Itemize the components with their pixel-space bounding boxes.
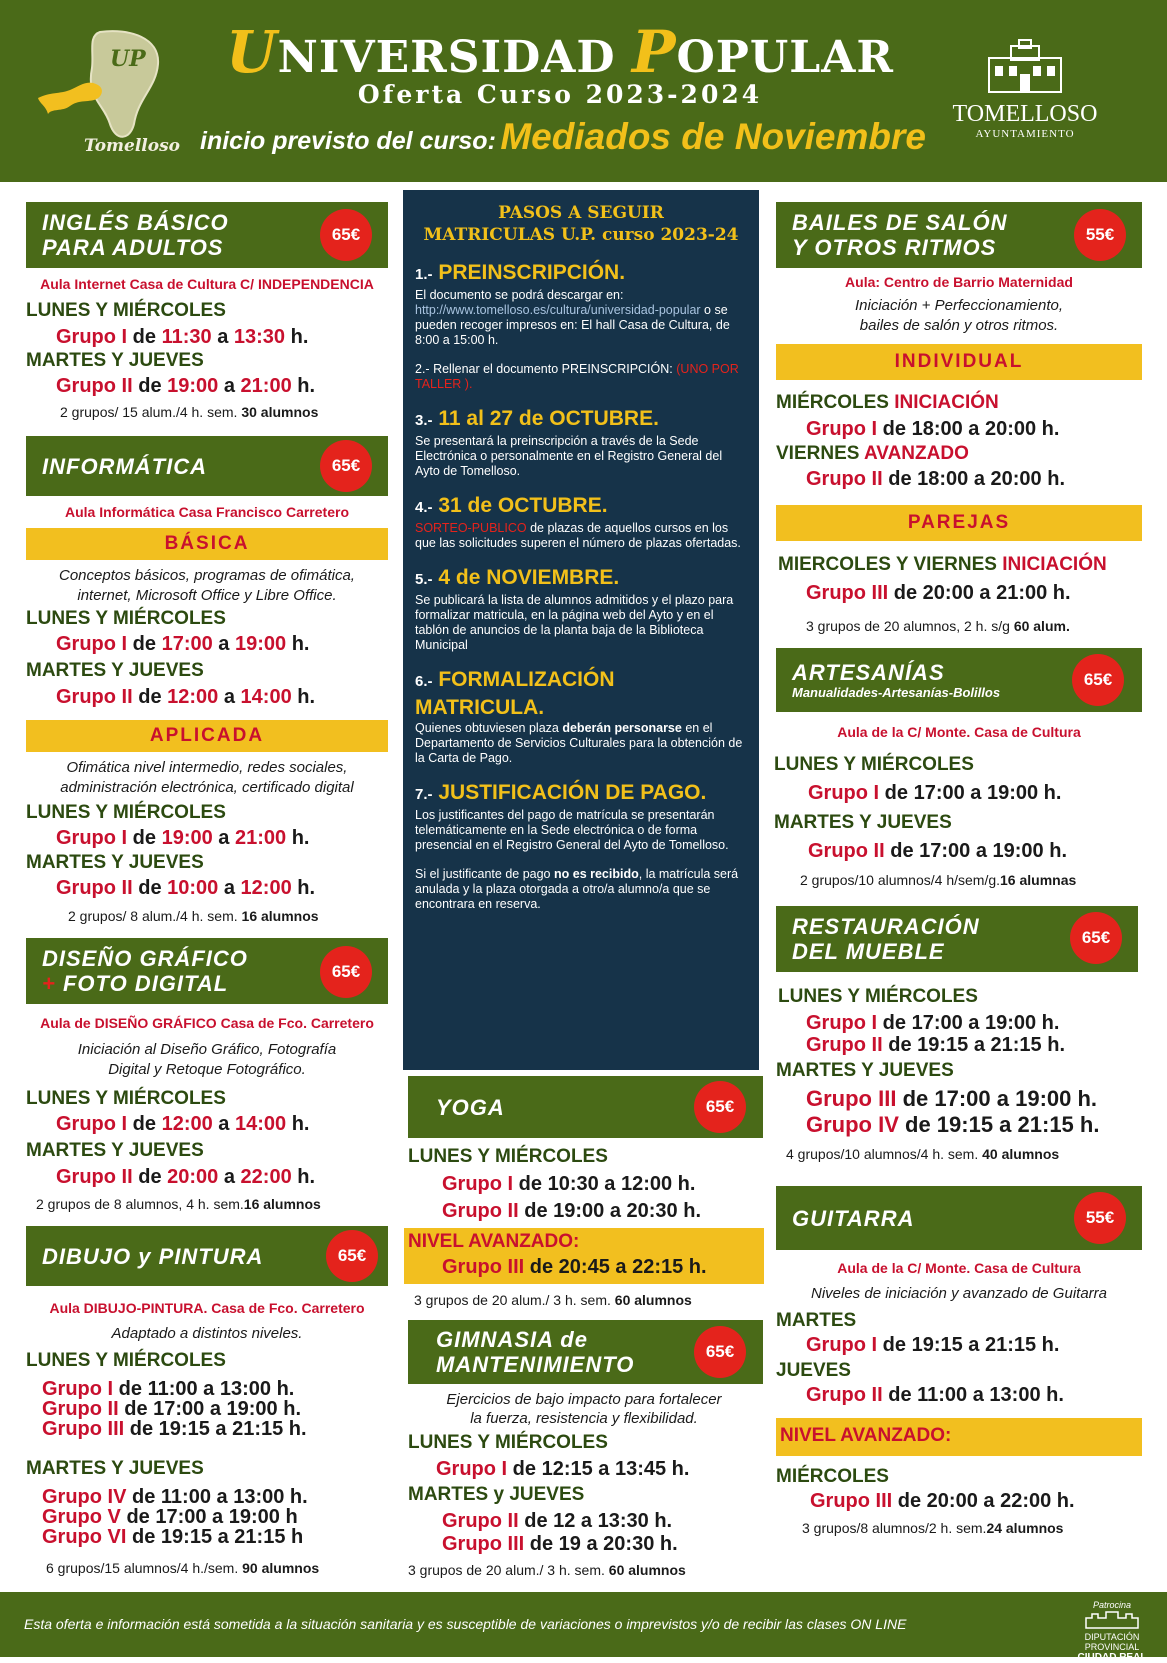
step-7: 7.- JUSTIFICACIÓN DE PAGO. Los justificantes del pago de matrícula se presentarán telemáticamente en la Sede electrónica o de forma presencial en el Registro General del Ayto de Tomelloso. bbox=[415, 781, 729, 852]
summary-gimnasia: 3 grupos de 20 alum./ 3 h. sem. 60 alumnos bbox=[408, 1562, 686, 1578]
days-diseno-2: MARTES Y JUEVES bbox=[26, 1140, 204, 1161]
desc-aplicada-1: Ofimática nivel intermedio, redes sociales, bbox=[66, 759, 348, 776]
days-guitarra-2: JUEVES bbox=[776, 1360, 851, 1381]
summary-yoga: 3 grupos de 20 alum./ 3 h. sem. 60 alumnos bbox=[414, 1292, 692, 1308]
summary-ingles: 2 grupos/ 15 alum./4 h. sem. 30 alumnos bbox=[60, 404, 319, 420]
steps-title-1: PASOS A SEGUIR bbox=[498, 203, 664, 223]
group-restauracion-2: Grupo II de 19:15 a 21:15 h. bbox=[806, 1034, 1066, 1056]
restauracion-title-2: DEL MUEBLE bbox=[792, 939, 945, 964]
title-letter-u: U bbox=[226, 18, 278, 86]
summary-guitarra: 3 grupos/8 alumnos/2 h. sem.24 alumnos bbox=[802, 1520, 1064, 1536]
gimnasia-title-2: MANTENIMIENTO bbox=[436, 1352, 635, 1377]
step-3: 3.- 11 al 27 de OCTUBRE. Se presentará la preinscripción a través de la Sede Electrónica o personalmente en el Registro General del Ayto de Tomelloso. bbox=[415, 407, 723, 478]
group-gimnasia-2: Grupo II de 12 a 13:30 h. bbox=[442, 1510, 673, 1532]
group-diseno-1: Grupo I de 12:00 a 14:00 h. bbox=[56, 1113, 310, 1135]
summary-dibujo: 6 grupos/15 alumnos/4 h./sem. 90 alumnos bbox=[46, 1560, 320, 1576]
dibujo-title: DIBUJO y PINTURA bbox=[42, 1243, 264, 1269]
days-bailes-1: MIÉRCOLES INICIACIÓN bbox=[776, 392, 999, 413]
title-letter-p: P bbox=[631, 18, 677, 86]
group-bailes-3: Grupo III de 20:00 a 21:00 h. bbox=[806, 582, 1071, 604]
guitarra-advanced-bar: NIVEL AVANZADO: bbox=[776, 1418, 1142, 1456]
artesanias-title: ARTESANÍAS bbox=[792, 659, 945, 685]
group-gimnasia-3: Grupo III de 19 a 20:30 h. bbox=[442, 1533, 678, 1555]
price-badge-diseno: 65€ bbox=[320, 946, 372, 998]
days-ingles-1: LUNES Y MIÉRCOLES bbox=[26, 300, 226, 321]
page-subtitle: Oferta Curso 2023-2024 bbox=[357, 80, 763, 109]
group-dibujo-2: Grupo II de 17:00 a 19:00 h. bbox=[42, 1398, 302, 1420]
price-badge-dibujo: 65€ bbox=[326, 1230, 378, 1282]
days-dibujo-1: LUNES Y MIÉRCOLES bbox=[26, 1350, 226, 1371]
diputacion-label: DIPUTACIÓN PROVINCIAL bbox=[1084, 1632, 1140, 1652]
days-ingles-2: MARTES Y JUEVES bbox=[26, 350, 204, 371]
days-gimnasia-2: MARTES y JUEVES bbox=[408, 1484, 585, 1505]
days-artesanias-1: LUNES Y MIÉRCOLES bbox=[774, 754, 974, 775]
price-badge-guitarra: 55€ bbox=[1074, 1192, 1126, 1244]
group-yoga-1: Grupo I de 10:30 a 12:00 h. bbox=[442, 1173, 696, 1195]
days-gimnasia-1: LUNES Y MIÉRCOLES bbox=[408, 1432, 608, 1453]
summary-bailes: 3 grupos de 20 alumnos, 2 h. s/g 60 alum. bbox=[806, 618, 1070, 634]
step-1: 1.- PREINSCRIPCIÓN. El documento se podrá descargar en: http://www.tomelloso.es/cultura/universidad-popular o se pueden recoger impresos en: El hall Casa de Cultura, de 8:00 a 15:00 h. bbox=[415, 261, 730, 347]
castle-icon bbox=[1082, 1610, 1142, 1630]
desc-gimnasia-1: Ejercicios de bajo impacto para fortalecer bbox=[446, 1391, 722, 1408]
diseno-title-2: FOTO DIGITAL bbox=[62, 971, 229, 996]
price-badge-bailes: 55€ bbox=[1074, 209, 1126, 261]
aula-artesanias: Aula de la C/ Monte. Casa de Cultura bbox=[837, 724, 1081, 740]
group-dibujo-4: Grupo IV de 11:00 a 13:00 h. bbox=[42, 1486, 308, 1508]
group-aplicada-2: Grupo II de 10:00 a 12:00 h. bbox=[56, 877, 316, 899]
diputacion-logo bbox=[1062, 1600, 1162, 1663]
summary-informatica: 2 grupos/ 8 alum./4 h. sem. 16 alumnos bbox=[68, 908, 319, 924]
days-bailes-2: VIERNES AVANZADO bbox=[776, 443, 969, 464]
days-guitarra-1: MARTES bbox=[776, 1310, 857, 1331]
diseno-title-1: DISEÑO GRÁFICO bbox=[42, 946, 248, 971]
svg-text:UP: UP bbox=[110, 46, 146, 72]
days-guitarra-3: MIÉRCOLES bbox=[776, 1466, 889, 1487]
aula-guitarra: Aula de la C/ Monte. Casa de Cultura bbox=[837, 1260, 1081, 1276]
step-5: 5.- 4 de NOVIEMBRE. Se publicará la lista de alumnos admitidos y el plazo para formalizar matricula, en la página web del Ayto y en el tablón de anuncios de la planta baja de la Biblioteca Municipal bbox=[415, 566, 734, 652]
guitarra-title: GUITARRA bbox=[792, 1205, 915, 1231]
level-parejas: PAREJAS bbox=[776, 505, 1142, 541]
group-dibujo-3: Grupo III de 19:15 a 21:15 h. bbox=[42, 1418, 307, 1440]
ayuntamiento-sub: AYUNTAMIENTO bbox=[975, 128, 1075, 140]
steps-panel bbox=[403, 190, 759, 1070]
group-bailes-2: Grupo II de 18:00 a 20:00 h. bbox=[806, 468, 1066, 490]
gimnasia-title-1: GIMNASIA de bbox=[436, 1327, 588, 1352]
group-guitarra-1: Grupo I de 19:15 a 21:15 h. bbox=[806, 1334, 1060, 1356]
price-badge-informatica: 65€ bbox=[320, 440, 372, 492]
desc-bailes-1: Iniciación + Perfeccionamiento, bbox=[854, 297, 1064, 314]
restauracion-title-1: RESTAURACIÓN bbox=[792, 914, 980, 939]
header bbox=[0, 0, 1167, 182]
patrocina-label: Patrocina bbox=[1092, 1600, 1132, 1610]
days-dibujo-2: MARTES Y JUEVES bbox=[26, 1458, 204, 1479]
bailes-title-1: BAILES DE SALÓN bbox=[792, 210, 1008, 235]
price-badge-yoga: 65€ bbox=[694, 1081, 746, 1133]
group-dibujo-5: Grupo V de 17:00 a 19:00 h bbox=[42, 1506, 298, 1528]
group-guitarra-2: Grupo II de 11:00 a 13:00 h. bbox=[806, 1384, 1064, 1406]
desc-bailes-2: bailes de salón y otros ritmos. bbox=[859, 317, 1059, 334]
desc-gimnasia-2: la fuerza, resistencia y flexibilidad. bbox=[470, 1410, 698, 1427]
step-6: 6.- FORMALIZACIÓN MATRICULA. Quienes obtuviesen plaza deberán personarse en el Departamento de Servicios Culturales para la obtención de la Carta de Pago. bbox=[415, 668, 743, 765]
title-part-2: OPULAR bbox=[676, 32, 894, 83]
start-value: Mediados de Noviembre bbox=[500, 116, 926, 157]
days-basica-2: MARTES Y JUEVES bbox=[26, 660, 204, 681]
group-dibujo-6: Grupo VI de 19:15 a 21:15 h bbox=[42, 1526, 304, 1548]
group-bailes-1: Grupo I de 18:00 a 20:00 h. bbox=[806, 418, 1060, 440]
ayuntamiento-logo bbox=[950, 40, 1100, 150]
ciudad-label: CIUDAD REAL bbox=[1077, 1652, 1147, 1663]
step-4: 4.- 31 de OCTUBRE. SORTEO-PUBLICO de plazas de aquellos cursos en los que las solicitudes superen el número de plazas ofertadas. bbox=[415, 494, 741, 550]
steps-title-2: MATRICULAS U.P. curso 2023-24 bbox=[423, 225, 739, 245]
yoga-advanced-label: NIVEL AVANZADO: bbox=[408, 1231, 580, 1252]
group-basica-1: Grupo I de 17:00 a 19:00 h. bbox=[56, 633, 310, 655]
days-diseno-1: LUNES Y MIÉRCOLES bbox=[26, 1088, 226, 1109]
bailes-title-2: Y OTROS RITMOS bbox=[792, 235, 997, 260]
group-ingles-1: Grupo I de 11:30 a 13:30 h. bbox=[56, 326, 309, 348]
group-restauracion-4: Grupo IV de 19:15 a 21:15 h. bbox=[806, 1112, 1100, 1137]
price-badge-restauracion: 65€ bbox=[1070, 912, 1122, 964]
desc-aplicada-2: administración electrónica, certificado digital bbox=[60, 779, 354, 796]
group-aplicada-1: Grupo I de 19:00 a 21:00 h. bbox=[56, 827, 310, 849]
page-title bbox=[200, 18, 920, 86]
days-bailes-3: MIERCOLES Y VIERNES INICIACIÓN bbox=[778, 554, 1107, 575]
desc-guitarra: Niveles de iniciación y avanzado de Guitarra bbox=[811, 1285, 1107, 1302]
start-date bbox=[200, 116, 926, 158]
price-badge-gimnasia: 65€ bbox=[694, 1326, 746, 1378]
plus-icon: + bbox=[42, 971, 56, 996]
title-part-1: NIVERSIDAD bbox=[277, 32, 632, 83]
days-yoga-1: LUNES Y MIÉRCOLES bbox=[408, 1146, 608, 1167]
group-yoga-2: Grupo II de 19:00 a 20:30 h. bbox=[442, 1200, 702, 1222]
price-badge-ingles: 65€ bbox=[320, 209, 372, 261]
ingles-title-1: INGLÉS BÁSICO bbox=[42, 210, 229, 235]
days-basica-1: LUNES Y MIÉRCOLES bbox=[26, 608, 226, 629]
preinscription-link[interactable]: http://www.tomelloso.es/cultura/universidad-popular bbox=[415, 303, 701, 317]
footer-disclaimer: Esta oferta e información está sometida a la situación sanitaria y es susceptible de variaciones o imprevistos y/o de recibir las clases ON LINE bbox=[24, 1616, 907, 1632]
level-aplicada: APLICADA bbox=[26, 720, 388, 752]
days-restauracion-1: LUNES Y MIÉRCOLES bbox=[778, 986, 978, 1007]
ayuntamiento-name: TOMELLOSO bbox=[952, 101, 1098, 127]
aula-bailes: Aula: Centro de Barrio Maternidad bbox=[845, 274, 1073, 290]
step-2: 2.- Rellenar el documento PREINSCRIPCIÓN: (UNO POR TALLER ). bbox=[415, 362, 739, 391]
days-aplicada-2: MARTES Y JUEVES bbox=[26, 852, 204, 873]
logo-caption: Tomelloso bbox=[84, 136, 181, 156]
group-restauracion-1: Grupo I de 17:00 a 19:00 h. bbox=[806, 1012, 1060, 1034]
artesanias-subtitle: Manualidades-Artesanías-Bolillos bbox=[792, 684, 1001, 700]
days-artesanias-2: MARTES Y JUEVES bbox=[774, 812, 952, 833]
ingles-title-2: PARA ADULTOS bbox=[42, 235, 224, 260]
level-basica: BÁSICA bbox=[26, 528, 388, 560]
desc-basica-2: internet, Microsoft Office y Libre Office. bbox=[77, 587, 337, 604]
footer bbox=[0, 1592, 1167, 1663]
desc-basica-1: Conceptos básicos, programas de ofimática, bbox=[59, 567, 355, 584]
desc-diseno-2: Digital y Retoque Fotográfico. bbox=[108, 1061, 306, 1078]
group-dibujo-1: Grupo I de 11:00 a 13:00 h. bbox=[42, 1378, 295, 1400]
group-ingles-2: Grupo II de 19:00 a 21:00 h. bbox=[56, 375, 316, 397]
group-restauracion-3: Grupo III de 17:00 a 19:00 h. bbox=[806, 1086, 1098, 1111]
town-hall-icon bbox=[985, 40, 1065, 94]
group-artesanias-2: Grupo II de 17:00 a 19:00 h. bbox=[808, 840, 1068, 862]
desc-diseno-1: Iniciación al Diseño Gráfico, Fotografía bbox=[77, 1041, 337, 1058]
price-badge-artesanias: 65€ bbox=[1072, 654, 1124, 706]
yoga-title: YOGA bbox=[436, 1094, 505, 1120]
group-guitarra-3: Grupo III de 20:00 a 22:00 h. bbox=[810, 1490, 1075, 1512]
group-diseno-2: Grupo II de 20:00 a 22:00 h. bbox=[56, 1166, 316, 1188]
aula-diseno: Aula de DISEÑO GRÁFICO Casa de Fco. Carretero bbox=[40, 1015, 374, 1031]
aula-dibujo: Aula DIBUJO-PINTURA. Casa de Fco. Carretero bbox=[49, 1300, 365, 1316]
group-yoga-3: Grupo III de 20:45 a 22:15 h. bbox=[442, 1256, 707, 1278]
group-artesanias-1: Grupo I de 17:00 a 19:00 h. bbox=[808, 782, 1062, 804]
aula-ingles: Aula Internet Casa de Cultura C/ INDEPENDENCIA bbox=[40, 276, 374, 292]
aula-informatica: Aula Informática Casa Francisco Carretero bbox=[65, 504, 349, 520]
desc-dibujo: Adaptado a distintos niveles. bbox=[111, 1325, 303, 1342]
step-note: Si el justificante de pago no es recibido, la matrícula será anulada y la plaza otorgada a otro/a alumno/a que se encontrara en reserva. bbox=[415, 867, 739, 911]
group-gimnasia-1: Grupo I de 12:15 a 13:45 h. bbox=[436, 1458, 690, 1480]
summary-artesanias: 2 grupos/10 alumnos/4 h/sem/g.16 alumnas bbox=[800, 872, 1077, 888]
summary-restauracion: 4 grupos/10 alumnos/4 h. sem. 40 alumnos bbox=[786, 1146, 1060, 1162]
days-aplicada-1: LUNES Y MIÉRCOLES bbox=[26, 802, 226, 823]
group-basica-2: Grupo II de 12:00 a 14:00 h. bbox=[56, 686, 316, 708]
level-individual: INDIVIDUAL bbox=[776, 344, 1142, 380]
informatica-title: INFORMÁTICA bbox=[42, 453, 207, 479]
summary-diseno: 2 grupos de 8 alumnos, 4 h. sem.16 alumnos bbox=[36, 1196, 321, 1212]
days-restauracion-2: MARTES Y JUEVES bbox=[776, 1060, 954, 1081]
start-label: inicio previsto del curso: bbox=[200, 127, 496, 155]
